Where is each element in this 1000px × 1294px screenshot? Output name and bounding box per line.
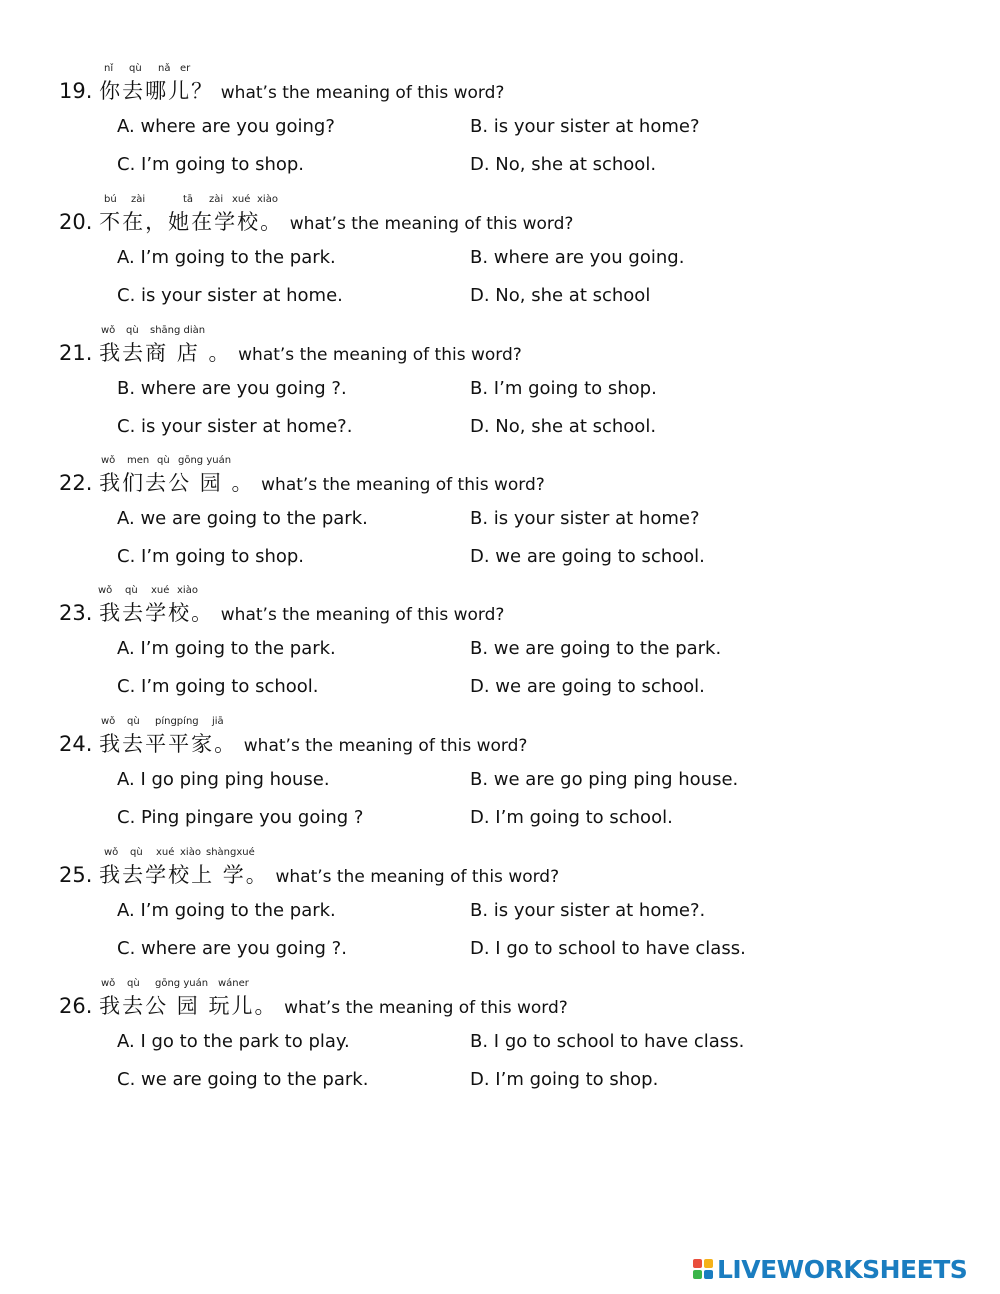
question-number: 25. — [59, 863, 93, 887]
question-19 — [0, 63, 1000, 194]
option-a[interactable]: A. I’m going to the park. — [117, 638, 336, 659]
option-a[interactable]: B. where are you going ?. — [117, 378, 347, 399]
question-number: 24. — [59, 732, 93, 756]
option-d[interactable]: D. No, she at school. — [470, 416, 657, 437]
question-line — [59, 467, 545, 497]
question-line — [59, 597, 504, 627]
liveworksheets-logo[interactable] — [693, 1252, 967, 1286]
question-prompt: what’s the meaning of this word? — [284, 998, 568, 1018]
chinese-phrase: 我去商 店 。 — [99, 341, 232, 365]
pinyin: xiào — [180, 847, 201, 858]
option-d[interactable]: D. we are going to school. — [470, 546, 705, 567]
pinyin: nǐ — [104, 63, 114, 74]
pinyin: bú — [104, 194, 117, 205]
pinyin: xué — [156, 847, 175, 858]
logo-square-blue — [704, 1270, 713, 1279]
question-line — [59, 859, 559, 889]
question-prompt: what’s the meaning of this word? — [238, 345, 522, 365]
question-24 — [0, 716, 1000, 847]
chinese-phrase: 我们去公 园 。 — [99, 471, 255, 495]
question-20 — [0, 194, 1000, 325]
logo-square-yellow — [704, 1259, 713, 1268]
question-number: 23. — [59, 601, 93, 625]
pinyin: xué — [151, 585, 170, 596]
option-b[interactable]: B. we are going to the park. — [470, 638, 722, 659]
pinyin: qù — [129, 63, 142, 74]
option-d[interactable]: D. No, she at school — [470, 285, 651, 306]
pinyin: xiào — [177, 585, 198, 596]
option-d[interactable]: D. I’m going to shop. — [470, 1069, 659, 1090]
pinyin: shāng diàn — [150, 325, 206, 336]
pinyin: wǒ — [98, 585, 113, 596]
logo-square-green — [693, 1270, 702, 1279]
question-line — [59, 728, 527, 758]
question-21 — [0, 325, 1000, 456]
question-22 — [0, 455, 1000, 586]
option-c[interactable]: C. I’m going to shop. — [117, 546, 305, 567]
question-line — [59, 206, 573, 236]
pinyin: xué — [232, 194, 251, 205]
question-line — [59, 337, 522, 367]
pinyin: qù — [126, 325, 139, 336]
option-c[interactable]: C. is your sister at home?. — [117, 416, 353, 437]
option-d[interactable]: D. I go to school to have class. — [470, 938, 746, 959]
pinyin: gōng yuán — [178, 455, 232, 466]
pinyin: er — [180, 63, 191, 74]
chinese-phrase: 我去平平家。 — [99, 732, 238, 756]
question-prompt: what’s the meaning of this word? — [220, 605, 505, 625]
option-a[interactable]: A. I go to the park to play. — [117, 1031, 350, 1052]
question-number: 19. — [59, 79, 93, 103]
pinyin: qù — [157, 455, 170, 466]
option-a[interactable]: A. we are going to the park. — [117, 508, 368, 529]
option-b[interactable]: B. is your sister at home? — [470, 116, 700, 137]
question-prompt: what’s the meaning of this word? — [243, 736, 528, 756]
option-a[interactable]: A. I’m going to the park. — [117, 900, 336, 921]
option-b[interactable]: B. is your sister at home?. — [470, 900, 706, 921]
pinyin: qù — [127, 978, 140, 989]
pinyin: jiā — [212, 716, 224, 727]
question-25 — [0, 847, 1000, 978]
pinyin: qù — [127, 716, 140, 727]
option-c[interactable]: C. is your sister at home. — [117, 285, 343, 306]
pinyin: xiào — [257, 194, 278, 205]
pinyin: gōng yuán — [155, 978, 209, 989]
option-b[interactable]: B. I go to school to have class. — [470, 1031, 745, 1052]
pinyin: qù — [130, 847, 143, 858]
chinese-phrase: 我去公 园 玩儿。 — [99, 994, 278, 1018]
question-26 — [0, 978, 1000, 1109]
option-c[interactable]: C. we are going to the park. — [117, 1069, 369, 1090]
chinese-phrase: 我去学校上 学。 — [99, 863, 269, 887]
question-prompt: what’s the meaning of this word? — [289, 214, 574, 234]
pinyin: wǒ — [104, 847, 119, 858]
pinyin: wǒ — [101, 978, 116, 989]
question-line — [59, 990, 568, 1020]
chinese-phrase: 不在，她在学校。 — [99, 210, 284, 234]
option-b[interactable]: B. where are you going. — [470, 247, 685, 268]
pinyin: zài — [131, 194, 146, 205]
pinyin: wáner — [218, 978, 249, 989]
option-d[interactable]: D. I’m going to school. — [470, 807, 673, 828]
logo-text: LIVEWORKSHEETS — [717, 1254, 968, 1284]
option-a[interactable]: A. I’m going to the park. — [117, 247, 336, 268]
option-a[interactable]: A. where are you going? — [117, 116, 335, 137]
question-line — [59, 75, 504, 105]
option-c[interactable]: C. I’m going to school. — [117, 676, 319, 697]
pinyin: shàngxué — [206, 847, 255, 858]
option-b[interactable]: B. I’m going to shop. — [470, 378, 657, 399]
chinese-phrase: 你去哪儿？ — [99, 79, 215, 103]
pinyin: wǒ — [101, 455, 116, 466]
option-b[interactable]: B. is your sister at home? — [470, 508, 700, 529]
chinese-phrase: 我去学校。 — [99, 601, 215, 625]
question-number: 21. — [59, 341, 93, 365]
option-c[interactable]: C. where are you going ?. — [117, 938, 347, 959]
option-c[interactable]: C. I’m going to shop. — [117, 154, 305, 175]
pinyin: píngpíng — [155, 716, 199, 727]
option-c[interactable]: C. Ping pingare you going ? — [117, 807, 364, 828]
pinyin: wǒ — [101, 716, 116, 727]
pinyin: men — [127, 455, 150, 466]
question-prompt: what’s the meaning of this word? — [275, 867, 560, 887]
option-d[interactable]: D. we are going to school. — [470, 676, 705, 697]
question-prompt: what’s the meaning of this word? — [261, 475, 545, 495]
option-d[interactable]: D. No, she at school. — [470, 154, 657, 175]
question-number: 20. — [59, 210, 93, 234]
question-23 — [0, 585, 1000, 716]
pinyin: qù — [125, 585, 138, 596]
logo-square-red — [693, 1259, 702, 1268]
logo-mark-icon — [693, 1259, 713, 1279]
option-a[interactable]: A. I go ping ping house. — [117, 769, 330, 790]
question-number: 22. — [59, 471, 93, 495]
pinyin: zài — [209, 194, 224, 205]
pinyin: tā — [183, 194, 194, 205]
pinyin: wǒ — [101, 325, 116, 336]
question-prompt: what’s the meaning of this word? — [220, 83, 505, 103]
pinyin: nǎ — [158, 63, 171, 74]
option-b[interactable]: B. we are go ping ping house. — [470, 769, 739, 790]
question-number: 26. — [59, 994, 93, 1018]
